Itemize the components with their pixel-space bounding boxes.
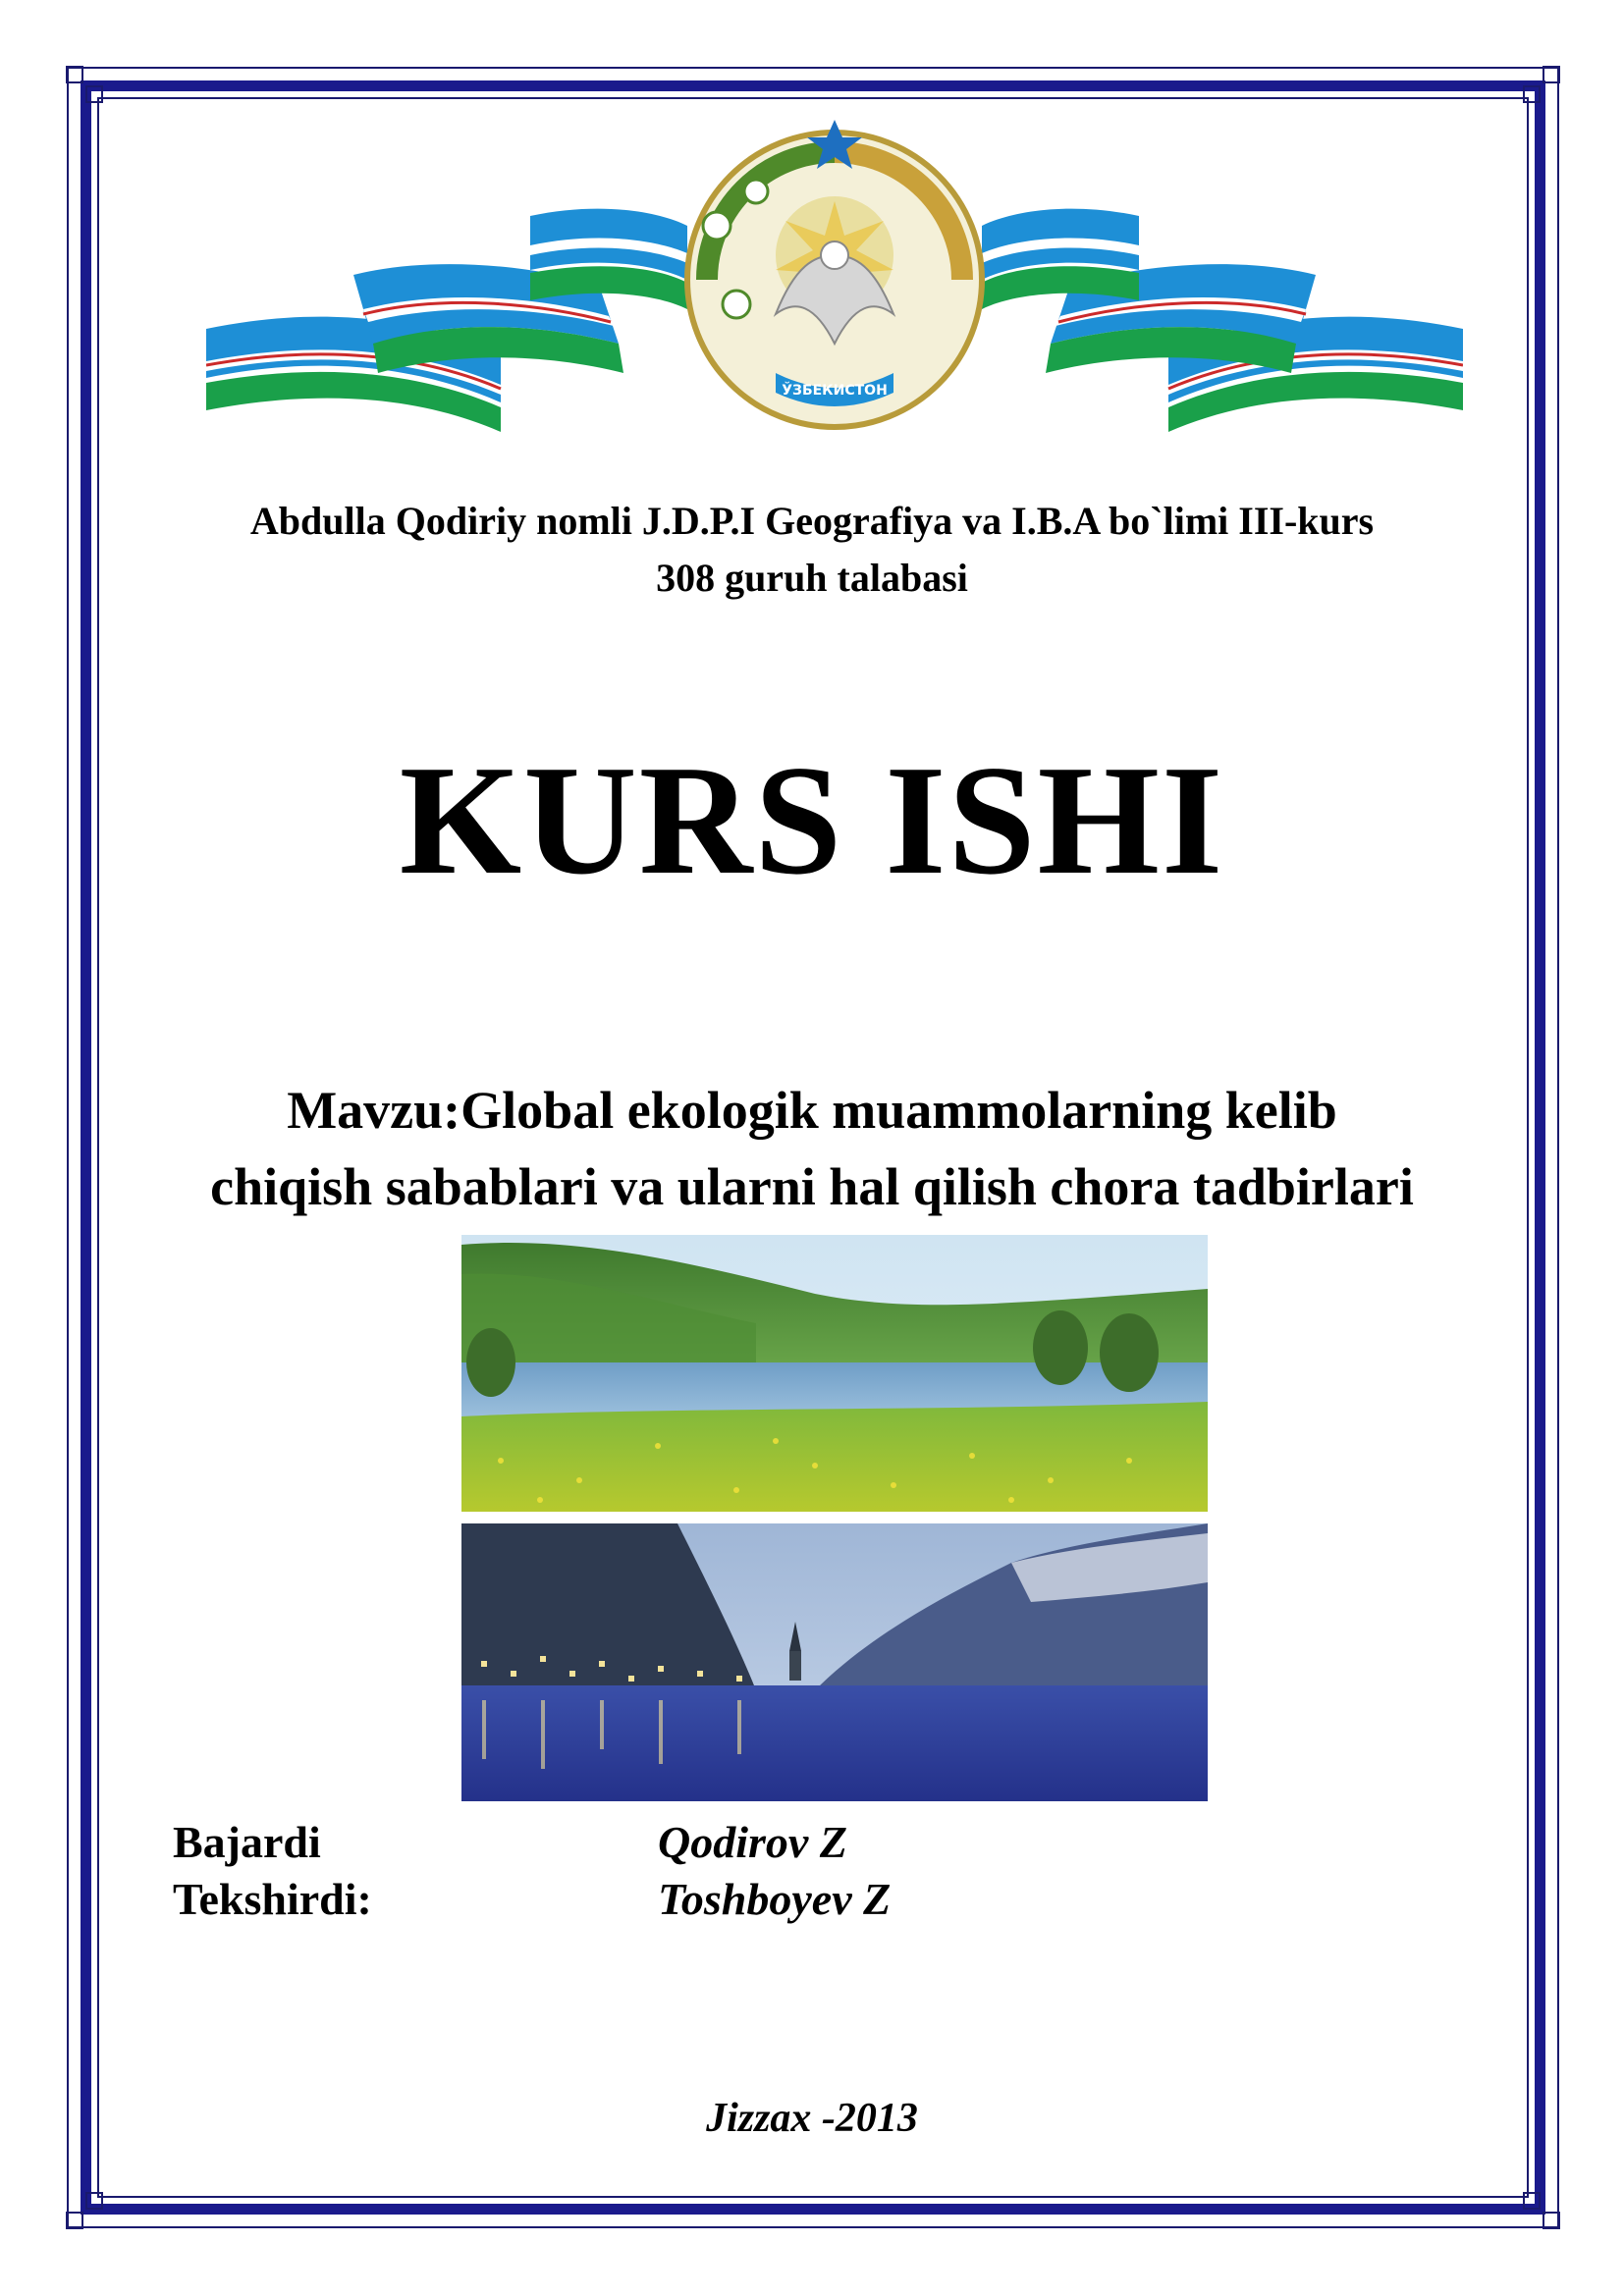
flag-ribbon-left-icon: [206, 209, 687, 432]
corner-ornament-bottom-right: [1522, 2191, 1561, 2230]
performed-by-name: Qodirov Z: [658, 1817, 847, 1867]
institution-line-2: 308 guruh talabasi: [656, 556, 968, 600]
corner-ornament-top-right: [1522, 65, 1561, 104]
page-title: KURS ISHI: [399, 732, 1225, 907]
state-emblem-with-flag-ribbon: [206, 108, 1463, 452]
corner-ornament-top-left: [65, 65, 104, 104]
performed-by-label: Bajardi: [173, 1817, 321, 1867]
flag-ribbon-right-icon: [982, 209, 1463, 432]
institution-line-1: Abdulla Qodiriy nomli J.D.P.I Geografiya va I.B.A bo`limi III-kurs: [249, 499, 1375, 543]
emblem-text: ЎЗБЕКИСТОН: [782, 383, 888, 399]
landscape-photo-meadow-lake: [461, 1235, 1208, 1512]
institution-header: [147, 493, 1477, 607]
topic-block: [147, 1072, 1477, 1225]
topic-line-2: chiqish sabablari va ularni hal qilish chora tadbirlari: [210, 1157, 1414, 1216]
landscape-photo-lakeside-town: [461, 1523, 1208, 1801]
coat-of-arms-icon: [687, 120, 982, 427]
checked-by-name: Toshboyev Z: [658, 1874, 892, 1924]
place-and-year: Jizzax -2013: [706, 2096, 918, 2141]
topic-line-1: Mavzu:Global ekologik muammolarning kelib: [287, 1081, 1337, 1140]
corner-ornament-bottom-left: [65, 2191, 104, 2230]
checked-by-label: Tekshirdi:: [173, 1874, 372, 1924]
